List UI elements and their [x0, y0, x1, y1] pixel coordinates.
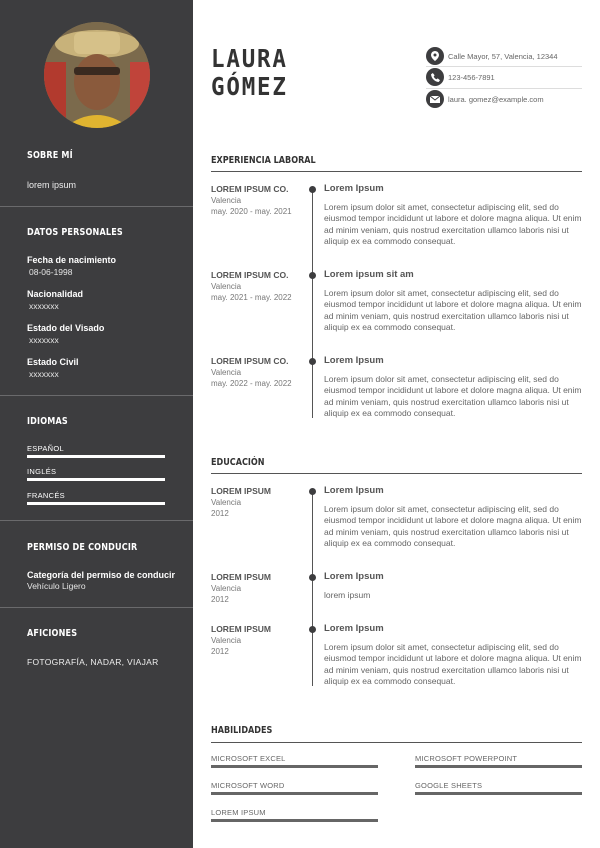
skill-label: MICROSOFT WORD: [211, 781, 285, 790]
entry-organization: LOREM IPSUM CO.: [211, 356, 289, 366]
address-text: Calle Mayor, 57, Valencia, 12344: [448, 52, 558, 61]
entry-dates: may. 2021 - may. 2022: [211, 293, 292, 302]
visa-label: Estado del Visado: [27, 323, 105, 333]
divider: [426, 66, 582, 67]
language-label: INGLÉS: [27, 467, 57, 476]
visa-value: xxxxxxx: [29, 335, 59, 345]
entry-dates: may. 2020 - may. 2021: [211, 207, 292, 216]
entry-organization: LOREM IPSUM: [211, 486, 271, 496]
birthdate-value: 08-06-1998: [29, 267, 73, 277]
entry-title: Lorem Ipsum: [324, 485, 384, 496]
entry-dates: may. 2022 - may. 2022: [211, 379, 292, 388]
first-name: LAURA: [211, 44, 288, 73]
experience-timeline: [312, 188, 313, 418]
divider: [426, 88, 582, 89]
about-heading: SOBRE MÍ: [27, 150, 73, 161]
profile-photo: [44, 22, 150, 128]
license-value: Vehículo Ligero: [27, 581, 86, 591]
phone-text[interactable]: 123-456-7891: [448, 73, 495, 82]
education-heading: EDUCACIÓN: [211, 457, 265, 468]
entry-location: Valencia: [211, 282, 242, 291]
license-label: Categoría del permiso de conducir: [27, 570, 176, 580]
skill-level-bar: [415, 765, 582, 768]
divider: [0, 206, 193, 207]
timeline-dot: [309, 272, 316, 279]
sidebar: [0, 0, 193, 848]
location-pin-icon: [426, 47, 444, 65]
envelope-icon: [426, 90, 444, 108]
nationality-label: Nacionalidad: [27, 289, 84, 299]
hobbies-heading: AFICIONES: [27, 628, 78, 639]
education-timeline: [312, 490, 313, 686]
entry-organization: LOREM IPSUM CO.: [211, 270, 289, 280]
divider: [0, 520, 193, 521]
entry-organization: LOREM IPSUM CO.: [211, 184, 289, 194]
skill-label: GOOGLE SHEETS: [415, 781, 483, 790]
entry-description: Lorem ipsum dolor sit amet, consectetur adipiscing elit, sed do eiusmod tempor incididunt ut labore et dolore magna aliqua. Ut enim ad minim veniam, quis nostrud exercitation ullamco laboris nisi ut aliquip ex ea commodo consequat.: [324, 504, 582, 548]
entry-location: Valencia: [211, 368, 242, 377]
last-name: GÓMEZ: [211, 72, 288, 101]
entry-title: Lorem Ipsum: [324, 623, 384, 634]
divider: [0, 607, 193, 608]
skill-level-bar: [211, 792, 378, 795]
skill-label: LOREM IPSUM: [211, 808, 266, 817]
skill-level-bar: [211, 819, 378, 822]
entry-dates: 2012: [211, 509, 229, 518]
skill-level-bar: [415, 792, 582, 795]
languages-heading: IDIOMAS: [27, 416, 68, 427]
skill-level-bar: [211, 765, 378, 768]
experience-heading: EXPERIENCIA LABORAL: [211, 155, 316, 166]
entry-title: Lorem Ipsum: [324, 183, 384, 194]
timeline-dot: [309, 488, 316, 495]
timeline-dot: [309, 574, 316, 581]
marital-label: Estado Civil: [27, 357, 79, 367]
timeline-dot: [309, 186, 316, 193]
skills-heading: HABILIDADES: [211, 725, 273, 736]
timeline-dot: [309, 358, 316, 365]
language-label: ESPAÑOL: [27, 444, 64, 453]
entry-location: Valencia: [211, 636, 242, 645]
entry-organization: LOREM IPSUM: [211, 572, 271, 582]
email-text[interactable]: laura. gomez@example.com: [448, 95, 544, 104]
skill-label: MICROSOFT EXCEL: [211, 754, 286, 763]
section-divider: [211, 473, 582, 474]
marital-value: xxxxxxx: [29, 369, 59, 379]
entry-description: Lorem ipsum dolor sit amet, consectetur adipiscing elit, sed do eiusmod tempor incididunt ut labore et dolore magna aliqua. Ut enim ad minim veniam, quis nostrud exercitation ullamco laboris nisi ut aliquip ex ea commodo consequat.: [324, 288, 582, 332]
personal-heading: DATOS PERSONALES: [27, 227, 123, 238]
entry-organization: LOREM IPSUM: [211, 624, 271, 634]
language-level-bar: [27, 478, 165, 481]
language-level-bar: [27, 502, 165, 505]
timeline-dot: [309, 626, 316, 633]
hobbies-text: FOTOGRAFÍA, NADAR, VIAJAR: [27, 657, 159, 667]
language-level-bar: [27, 455, 165, 458]
entry-title: Lorem Ipsum: [324, 355, 384, 366]
entry-description: lorem ipsum: [324, 590, 371, 600]
section-divider: [211, 742, 582, 743]
about-text: lorem ipsum: [27, 180, 77, 190]
birthdate-label: Fecha de nacimiento: [27, 255, 117, 265]
section-divider: [211, 171, 582, 172]
entry-title: Lorem Ipsum: [324, 571, 384, 582]
entry-location: Valencia: [211, 498, 242, 507]
entry-dates: 2012: [211, 647, 229, 656]
nationality-value: xxxxxxx: [29, 301, 59, 311]
divider: [0, 395, 193, 396]
skill-label: MICROSOFT POWERPOINT: [415, 754, 518, 763]
language-label: FRANCÉS: [27, 491, 65, 500]
entry-description: Lorem ipsum dolor sit amet, consectetur adipiscing elit, sed do eiusmod tempor incididunt ut labore et dolore magna aliqua. Ut enim ad minim veniam, quis nostrud exercitation ullamco laboris nisi ut aliquip ex ea commodo consequat.: [324, 642, 582, 686]
phone-icon: [426, 68, 444, 86]
entry-dates: 2012: [211, 595, 229, 604]
entry-title: Lorem ipsum sit am: [324, 269, 414, 280]
license-heading: PERMISO DE CONDUCIR: [27, 542, 138, 553]
entry-location: Valencia: [211, 196, 242, 205]
entry-description: Lorem ipsum dolor sit amet, consectetur adipiscing elit, sed do eiusmod tempor incididunt ut labore et dolore magna aliqua. Ut enim ad minim veniam, quis nostrud exercitation ullamco laboris nisi ut aliquip ex ea commodo consequat.: [324, 202, 582, 246]
entry-description: Lorem ipsum dolor sit amet, consectetur adipiscing elit, sed do eiusmod tempor incididunt ut labore et dolore magna aliqua. Ut enim ad minim veniam, quis nostrud exercitation ullamco laboris nisi ut aliquip ex ea commodo consequat.: [324, 374, 582, 418]
entry-location: Valencia: [211, 584, 242, 593]
